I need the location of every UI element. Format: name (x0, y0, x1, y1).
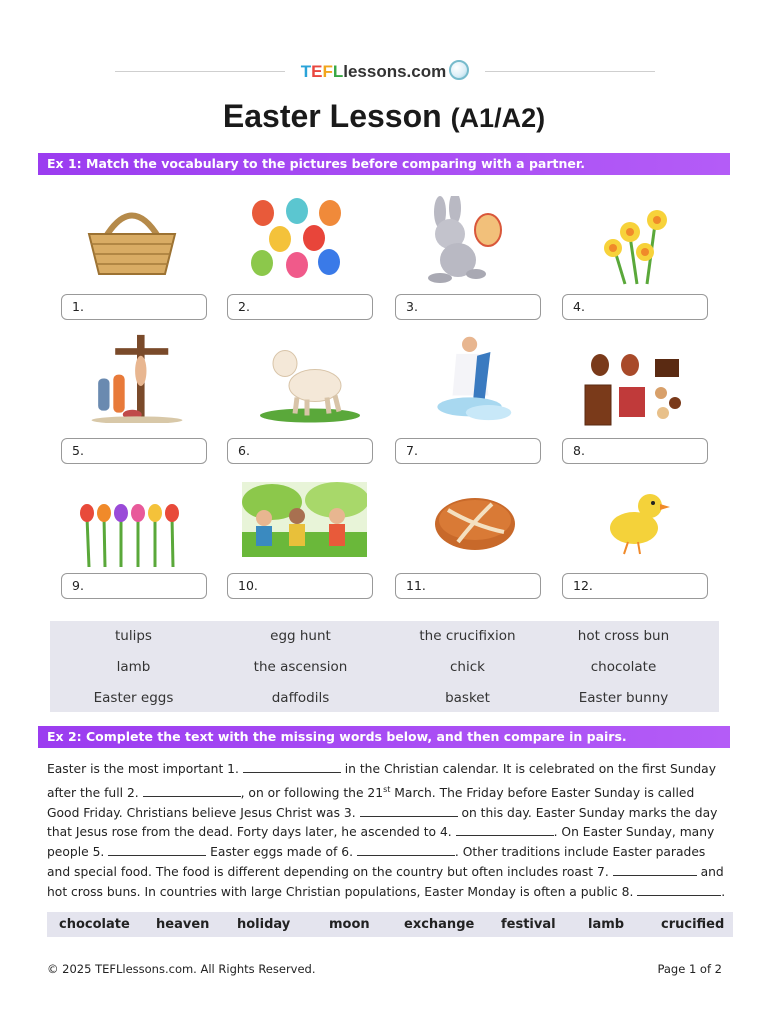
blank-8[interactable] (637, 883, 721, 896)
page-number: Page 1 of 2 (657, 962, 722, 976)
vocab-word: egg hunt (270, 628, 331, 644)
answer-box-3[interactable]: 3. (395, 294, 541, 320)
vocab-word: Easter eggs (93, 690, 174, 706)
basket-picture (77, 198, 187, 288)
blank-3[interactable] (360, 804, 458, 817)
word-bank (47, 912, 733, 937)
ex2-instruction: Ex 2: Complete the text with the missing words below, and then compare in pairs. (38, 726, 730, 748)
divider-left (115, 71, 285, 72)
blank-7[interactable] (613, 863, 697, 876)
blank-2[interactable] (143, 784, 241, 797)
vocab-word: the crucifixion (419, 628, 516, 644)
answer-box-8[interactable]: 8. (562, 438, 708, 464)
answer-box-6[interactable]: 6. (227, 438, 373, 464)
blank-5[interactable] (108, 843, 206, 856)
ex1-instruction: Ex 1: Match the vocabulary to the pictures before comparing with a partner. (38, 153, 730, 175)
word-bank-item: heaven (156, 917, 210, 932)
answer-box-11[interactable]: 11. (395, 573, 541, 599)
vocabulary-box (50, 621, 719, 712)
word-bank-item: crucified (661, 917, 725, 932)
globe-icon (449, 60, 469, 80)
egg-hunt-picture (242, 482, 367, 557)
easter-eggs-picture (240, 196, 350, 286)
vocab-word: chocolate (590, 659, 657, 675)
answer-box-4[interactable]: 4. (562, 294, 708, 320)
blank-4[interactable] (456, 823, 554, 836)
chocolate-picture (583, 346, 693, 436)
logo-row (115, 60, 655, 84)
answer-box-1[interactable]: 1. (61, 294, 207, 320)
vocab-word: Easter bunny (578, 690, 669, 706)
hot-cross-bun-picture (430, 492, 520, 552)
page-title: Easter Lesson (A1/A2) (222, 98, 546, 134)
answer-box-5[interactable]: 5. (61, 438, 207, 464)
word-bank-item: chocolate (59, 917, 130, 932)
vocab-word: lamb (116, 659, 151, 675)
vocab-word: chick (450, 659, 485, 675)
vocab-word: the ascension (253, 659, 348, 675)
answer-box-12[interactable]: 12. (562, 573, 708, 599)
site-logo: TEFLlessons.com (290, 60, 480, 82)
daffodils-picture (585, 196, 695, 286)
vocab-word: hot cross bun (577, 628, 670, 644)
vocab-word: daffodils (271, 690, 330, 706)
chick-picture (598, 486, 673, 556)
blank-1[interactable] (243, 760, 341, 773)
copyright: © 2025 TEFLlessons.com. All Rights Reserved. (47, 962, 316, 976)
answer-box-7[interactable]: 7. (395, 438, 541, 464)
tulips-picture (77, 491, 187, 581)
word-bank-item: exchange (404, 917, 475, 932)
word-bank-item: holiday (237, 917, 291, 932)
easter-bunny-picture (410, 196, 520, 286)
vocab-word: tulips (115, 628, 152, 644)
answer-box-2[interactable]: 2. (227, 294, 373, 320)
ascension-picture (425, 333, 535, 423)
answer-box-9[interactable]: 9. (61, 573, 207, 599)
divider-right (485, 71, 655, 72)
gap-fill-text: Easter is the most important 1. in the Christian calendar. It is celebrated on the first Sunday after the full 2. , on or following the 21st March. The Friday before Easter Sunday is called Good Friday. Christians believe Jesus Christ was 3. on this day. Easter Sunday marks the day that Jesus rose from the dead. Forty days later, he ascended to 4. . On Easter Sunday, many people 5. Easter eggs made of 6. . Other traditions include Easter parades and special food. The food is different depending on the country but often includes roast 7. and hot cross buns. In countries with large Christian populations, Easter Monday is often a public 8. . (47, 762, 726, 899)
vocab-word: basket (445, 690, 490, 706)
word-bank-item: festival (501, 917, 556, 932)
word-bank-item: moon (329, 917, 370, 932)
crucifixion-picture (82, 333, 192, 423)
lamb-picture (255, 337, 365, 427)
blank-6[interactable] (357, 843, 455, 856)
word-bank-item: lamb (588, 917, 625, 932)
answer-box-10[interactable]: 10. (227, 573, 373, 599)
